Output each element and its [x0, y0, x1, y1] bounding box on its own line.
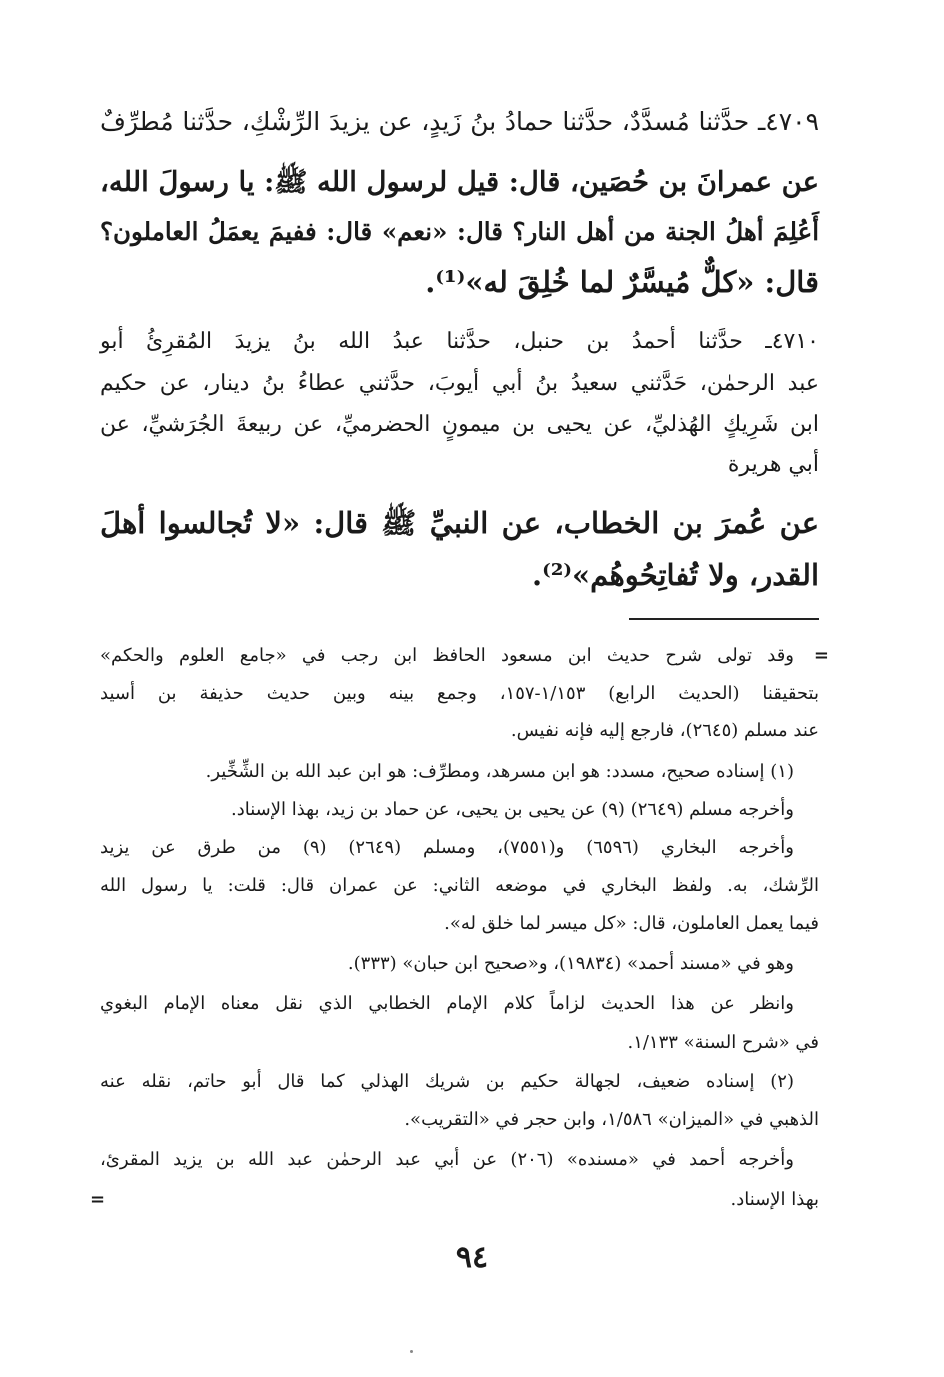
footnote-1-line-2: وأخرجه مسلم (٢٦٤٩) (٩) عن يحيى بن يحيى، عن حماد بن زيد، بهذا الإسناد.	[230, 799, 794, 820]
hadith-4709-line-1: ٤٧٠٩ـ حدَّثنا مُسدَّدٌ، حدَّثنا حمادُ بنُ زَيدٍ، عن يزيدَ الرِّشْكِ، حدَّثنا مُطرِّفٌ	[100, 107, 819, 136]
continuation-marker: =	[813, 645, 829, 666]
scan-speck	[410, 1350, 413, 1353]
footnote-1-line-3: وأخرجه البخاري (٦٥٩٦) و(٧٥٥١)، ومسلم (٢٦٤٩) (٩) من طرق عن يزيد	[100, 837, 794, 858]
hadith-4709-line-3: أَعُلِمَ أهلُ الجنة من أهل النار؟ قال: «نعم» قال: ففيمَ يعمَلُ العاملون؟	[100, 217, 819, 246]
hadith-4709-line-4: قال: «كلٌّ مُيسَّرٌ لما خُلِقَ له»⁽¹⁾.	[425, 265, 819, 299]
footnote-separator	[629, 618, 819, 620]
footnote-2-line-2: الذهبي في «الميزان» ١/٥٨٦، وابن حجر في «التقريب».	[404, 1109, 819, 1130]
footnote-continuation-line-1: وقد تولى شرح حديث ابن مسعود الحافظ ابن رجب في «جامع العلوم والحكم»	[100, 645, 794, 666]
hadith-4710-line-1: ٤٧١٠ـ حدَّثنا أحمدُ بن حنبل، حدَّثنا عبدُ الله بنُ يزيدَ المُقرِئُ أبو	[100, 329, 819, 354]
footnote-2-line-4: بهذا الإسناد.	[730, 1189, 819, 1210]
hadith-4710-line-6: القدر، ولا تُفاتِحُوهُم»⁽²⁾.	[531, 558, 819, 592]
footnote-continuation-line-3: عند مسلم (٢٦٤٥)، فارجع إليه فإنه نفيس.	[510, 720, 819, 741]
hadith-4710-line-2: عبد الرحمٰن، حَدَّثني سعيدُ بنُ أبي أيوبَ، حدَّثني عطاءُ بنُ دينار، عن حكيم	[100, 371, 819, 396]
footnote-1-line-1: (١) إسناده صحيح، مسدد: هو ابن مسرهد، ومطرِّف: هو ابن عبد الله بن الشِّخِّير.	[205, 761, 794, 782]
footnote-1-line-6: وهو في «مسند أحمد» (١٩٨٣٤)، و«صحيح ابن حبان» (٣٣٣).	[347, 953, 794, 974]
footnote-1-line-8: في «شرح السنة» ١/١٣٣.	[627, 1032, 819, 1053]
footnote-1-line-5: فيما يعمل العاملون، قال: «كل ميسر لما خلق له».	[444, 913, 819, 934]
hadith-4710-line-4: أبي هريرة	[727, 452, 819, 477]
footnote-2-line-1: (٢) إسناده ضعيف، لجهالة حكيم بن شريك الهذلي كما قال أبو حاتم، نقله عنه	[100, 1071, 794, 1092]
footnote-continuation-line-2: بتحقيقنا (الحديث الرابع) ١/١٥٣-١٥٧، وجمع بينه وبين حديث حذيفة بن أسيد	[100, 683, 819, 704]
footnote-1-line-7: وانظر عن هذا الحديث لزاماً كلام الإمام الخطابي الذي نقل معناه الإمام البغوي	[100, 993, 794, 1014]
hadith-4710-line-5: عن عُمرَ بن الخطاب، عن النبيِّ ﷺ قال: «لا تُجالسوا أهلَ	[100, 506, 819, 540]
hadith-4709-line-2: عن عمرانَ بن حُصَين، قال: قيل لرسول الله ﷺ: يا رسولَ الله،	[100, 166, 819, 198]
continued-marker: =	[90, 1189, 106, 1210]
footnote-1-line-4: الرِّشك، به. ولفظ البخاري في موضعه الثاني: عن عمران قال: قلت: يا رسول الله	[100, 875, 819, 896]
page-number: ٩٤	[455, 1240, 489, 1275]
footnote-2-line-3: وأخرجه أحمد في «مسنده» (٢٠٦) عن أبي عبد الرحمٰن عبد الله بن يزيد المقرئ،	[100, 1149, 794, 1170]
hadith-4710-line-3: ابن شَرِيكٍ الهُذليِّ، عن يحيى بن ميمونٍ الحضرميِّ، عن ربيعةَ الجُرَشيِّ، عن	[100, 412, 819, 437]
